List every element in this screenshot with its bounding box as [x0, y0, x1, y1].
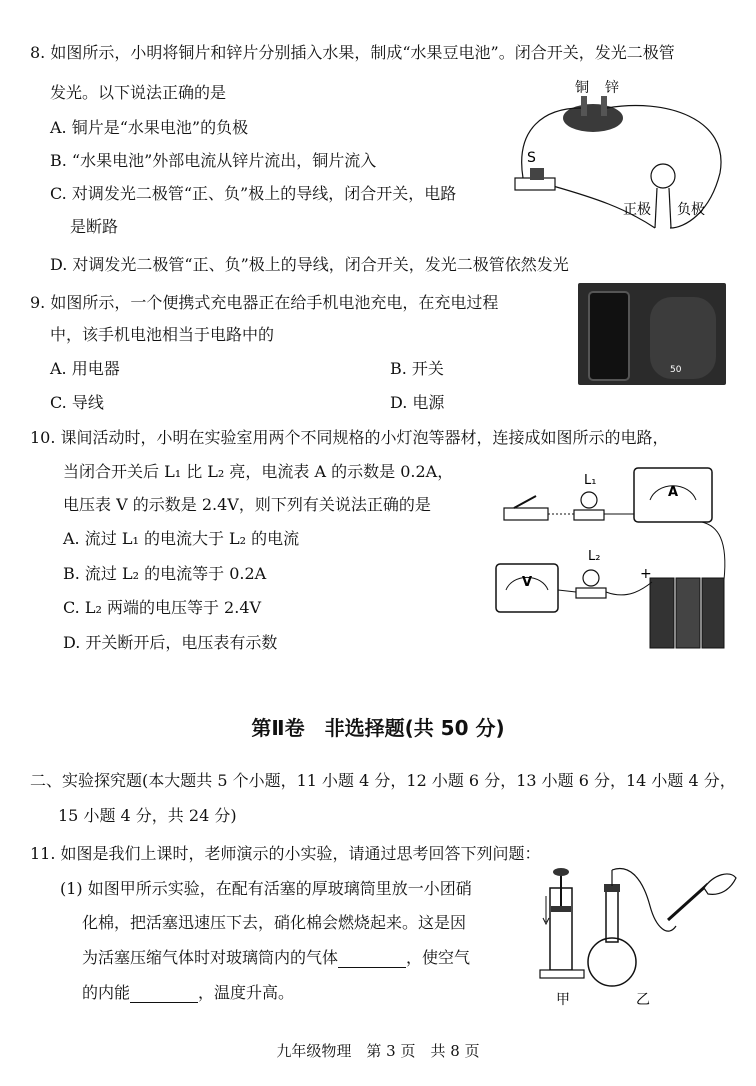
battery-plus-label: + [640, 566, 652, 582]
section2-title: 第Ⅱ卷 非选择题(共 50 分) [251, 716, 505, 740]
bulb-l1 [581, 492, 597, 508]
battery-3 [702, 578, 724, 648]
led-bulb [651, 164, 675, 188]
voltmeter-label: V [522, 575, 533, 590]
q10-stem-line1: 10. 课间活动时，小明在实验室用两个不同规格的小灯泡等器材，连接成如图所示的电路， [30, 428, 669, 447]
q11-part1-line4-end: ，温度升高。 [198, 983, 295, 1002]
q8-option-a: A. 铜片是“水果电池”的负极 [50, 118, 249, 137]
copper-plate [581, 96, 587, 116]
q8-stem-line1: 8. 如图所示，小明将铜片和锌片分别插入水果，制成“水果豆电池”。闭合开关，发光二极管 [30, 43, 675, 62]
q9-stem-line2: 中，该手机电池相当于电路中的 [50, 325, 275, 344]
page-footer: 九年级物理 第 3 页 共 8 页 [276, 1042, 480, 1060]
section2-part-line1: 二、实验探究题(本大题共 5 个小题，11 小题 4 分，12 小题 6 分，13 小题 6 分，14 小题 4 分， [30, 771, 736, 790]
section2-part-line2: 15 小题 4 分，共 24 分) [58, 806, 237, 825]
q8-option-c-line1: C. 对调发光二极管“正、负”极上的导线，闭合开关，电路 [50, 184, 457, 203]
q10-option-b: B. 流过 L₂ 的电流等于 0.2A [63, 564, 267, 583]
q8-stem-line2: 发光。以下说法正确的是 [50, 83, 227, 102]
q9-option-d: D. 电源 [390, 393, 445, 412]
q11-part1-line4 [82, 980, 294, 1003]
q11-part1-line3-end: ，使空气 [406, 948, 471, 967]
zinc-plate [601, 96, 607, 116]
figure-yi-flask [588, 869, 736, 987]
switch-knife [530, 168, 544, 180]
power-bank-badge: 50 [670, 365, 682, 375]
q11-part1-line2: 化棉，把活塞迅速压下去，硝化棉会燃烧起来。这是因 [82, 913, 467, 932]
led-positive-label: 正极 [623, 202, 651, 218]
q11-stem: 11. 如图是我们上课时，老师演示的小实验，请通过思考回答下列问题： [30, 844, 541, 863]
switch-label: S [527, 150, 536, 166]
battery-1 [650, 578, 674, 648]
copper-label: 铜 [575, 80, 589, 96]
q9-option-c: C. 导线 [50, 393, 104, 412]
q9-option-a: A. 用电器 [50, 359, 120, 378]
phone-shape [588, 291, 630, 381]
q10-option-d: D. 开关断开后，电压表有示数 [63, 633, 278, 652]
q10-stem-line3: 电压表 V 的示数是 2.4V，则下列有关说法正确的是 [63, 495, 431, 514]
q10-option-c: C. L₂ 两端的电压等于 2.4V [63, 598, 262, 617]
q11-answer-blank-1[interactable] [338, 948, 406, 968]
q9-option-b: B. 开关 [390, 359, 444, 378]
q10-switch [504, 508, 548, 520]
q11-figure [538, 866, 738, 1006]
q8-option-c-line2: 是断路 [70, 217, 119, 236]
power-bank-shape [650, 297, 716, 379]
q11-part1-line1: (1) 如图甲所示实验，在配有活塞的厚玻璃筒里放一小团硝 [60, 879, 472, 898]
zinc-label: 锌 [605, 80, 619, 96]
ammeter-label: A [668, 485, 679, 500]
q11-part1-line4-start: 的内能 [82, 983, 131, 1002]
q9-stem-line1: 9. 如图所示，一个便携式充电器正在给手机电池充电，在充电过程 [30, 293, 499, 312]
bulb-l2 [583, 570, 599, 586]
battery-2 [676, 578, 700, 648]
q8-option-b: B. “水果电池”外部电流从锌片流出，铜片流入 [50, 151, 377, 170]
l2-label: L₂ [588, 549, 601, 564]
q9-charger-photo [578, 283, 726, 385]
figure-jia-label: 甲 [556, 992, 570, 1006]
q8-fruit-battery-figure [505, 78, 730, 248]
q10-circuit-figure [492, 460, 728, 660]
hand-shape [704, 874, 736, 894]
q8-option-d: D. 对调发光二极管“正、负”极上的导线，闭合开关，发光二极管依然发光 [50, 255, 569, 274]
q10-stem-line2: 当闭合开关后 L₁ 比 L₂ 亮，电流表 A 的示数是 0.2A， [63, 462, 454, 481]
q11-part1-line3 [82, 945, 470, 968]
q11-part1-line3-start: 为活塞压缩气体时对玻璃筒内的气体 [82, 948, 339, 967]
led-negative-label: 负极 [677, 202, 705, 218]
q10-option-a: A. 流过 L₁ 的电流大于 L₂ 的电流 [63, 529, 300, 548]
figure-jia-cylinder [540, 868, 584, 978]
q11-answer-blank-2[interactable] [130, 983, 198, 1003]
figure-yi-label: 乙 [636, 992, 650, 1006]
l1-label: L₁ [584, 473, 597, 488]
